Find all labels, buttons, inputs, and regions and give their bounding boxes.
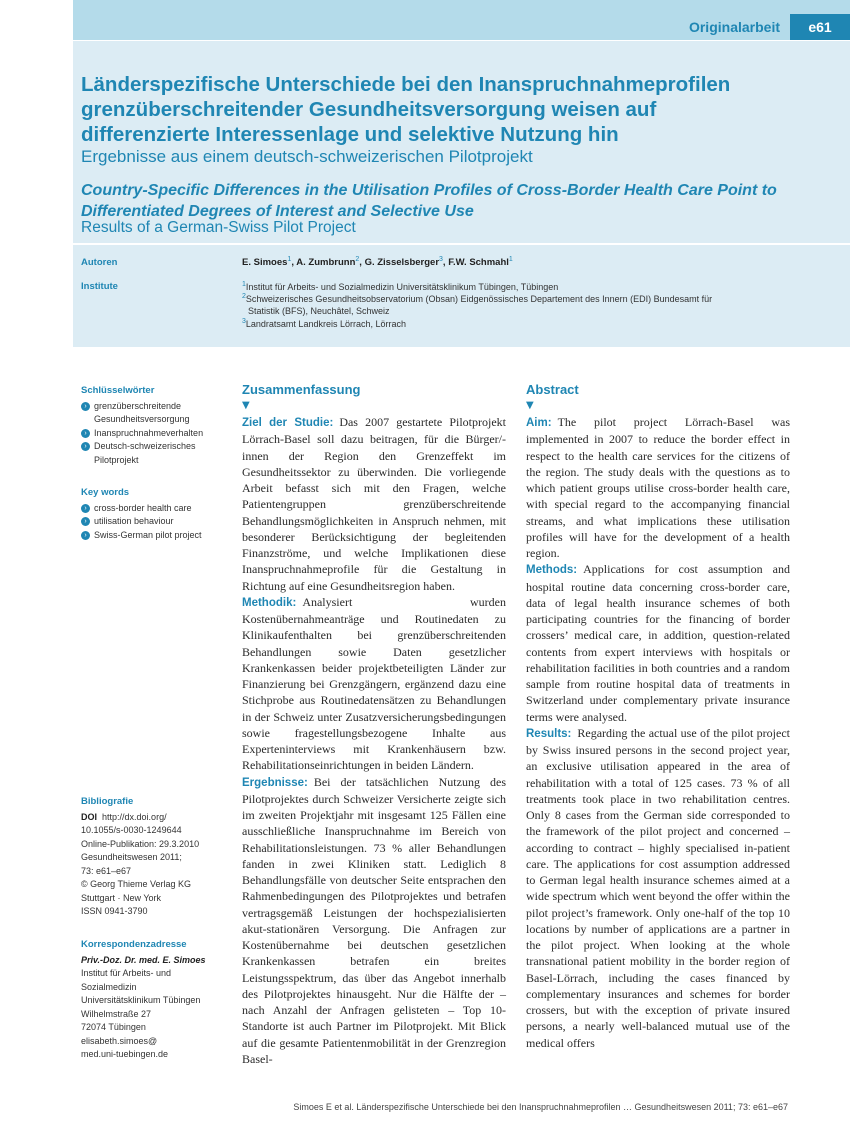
keywords-de-list bbox=[81, 400, 231, 468]
bibliography-line bbox=[81, 811, 231, 825]
correspondence-heading: Korrespondenzadresse bbox=[81, 939, 187, 950]
author-affiliation-mark: 1 bbox=[508, 256, 513, 263]
bibliography-line: Online-Publikation: 29.3.2010 bbox=[81, 838, 200, 849]
abstract-english-body bbox=[526, 414, 790, 1051]
keyword-text: utilisation behaviour bbox=[94, 516, 174, 526]
author-affiliation-mark: 2 bbox=[355, 256, 360, 263]
chevron-right-icon: › bbox=[81, 517, 90, 526]
institute-mark: 2 bbox=[242, 293, 246, 300]
author-separator: , bbox=[442, 257, 449, 269]
abstract-german-body bbox=[242, 414, 506, 1067]
arrow-down-icon: ▼ bbox=[526, 400, 534, 411]
chevron-right-icon: › bbox=[81, 429, 90, 438]
author-separator: , bbox=[359, 257, 365, 269]
author-affiliation-mark: 1 bbox=[287, 256, 292, 263]
bibliography-heading: Bibliografie bbox=[81, 796, 134, 807]
section-label: Ergebnisse: bbox=[242, 776, 308, 789]
author-list bbox=[242, 256, 513, 268]
abstract-paragraph bbox=[242, 414, 506, 594]
bibliography-line: 10.1055/s-0030-1249644 bbox=[81, 825, 182, 835]
subtitle-english: Results of a German-Swiss Pilot Project bbox=[81, 219, 356, 236]
page-footer: Simoes E et al. Länderspezifische Unterschiede bei den Inanspruchnahmeprofilen … Gesundheitswesen 2011; 73: e61–e67 bbox=[293, 1102, 788, 1112]
keywords-de-heading: Schlüsselwörter bbox=[81, 385, 155, 396]
keyword-item bbox=[81, 529, 231, 543]
abstract-german-heading: Zusammenfassung bbox=[242, 382, 361, 397]
page-number: e61 bbox=[790, 14, 850, 40]
chevron-right-icon: › bbox=[81, 402, 90, 411]
keywords-en-list bbox=[81, 502, 231, 543]
institute-mark: 1 bbox=[242, 281, 246, 288]
correspondence-block bbox=[81, 938, 231, 1062]
correspondence-line: Institut für Arbeits- und bbox=[81, 968, 172, 978]
abstract-paragraph bbox=[242, 594, 506, 774]
keyword-item bbox=[81, 440, 231, 467]
institute-line: Statistik (BFS), Neuchâtel, Schweiz bbox=[248, 306, 390, 316]
bibliography-line: 73: e61–e67 bbox=[81, 865, 132, 876]
institute-line: Landratsamt Landkreis Lörrach, Lörrach bbox=[245, 319, 406, 329]
author-name: A. Zumbrunn bbox=[296, 257, 356, 269]
bibliography-line: Stuttgart · New York bbox=[81, 892, 162, 903]
institutes-label: Institute bbox=[81, 281, 118, 292]
chevron-right-icon: › bbox=[81, 442, 90, 451]
abstract-english-heading: Abstract bbox=[526, 382, 579, 397]
keyword-item bbox=[81, 400, 231, 427]
author-affiliation-mark: 3 bbox=[439, 256, 443, 263]
institute-line: Institut für Arbeits- und Sozialmedizin Universitätsklinikum Tübingen, Tübingen bbox=[245, 282, 559, 292]
section-text: Bei der tatsächlichen Nutzung des Pilotprojektes durch Schweizer Versicherte zeigte sich im zweiten Projektjahr mit insgesamt 125 Fällen eine ausschließliche Inanspruchnahme im Bereich von Rehabilitationsleistungen. 73 % aller Behandlungen fanden in zwei Kliniken statt. Lediglich 8 Behandlungsfälle von deutscher Seite entsprachen den Rahmenbedingungen des Pilotprojektes und betrafen vertragsgemäß Leistungen der hochspezialisierten akut-stationären Versorgung. Die Anfragen zur Kostenübernahme bei deutschen gesetzlichen Krankenkassen betrafen ein breites Leistungsspektrum, das über das Angebot innerhalb des Pilotprojektes hinausgeht. Nur die Hälfte der – nach Anzahl der Anfragen gelisteten – Top 10-Standorte ist auch Partner im Pilotprojekt. Mit Blick auf die gesamte Patientenmobilität in der Grenzregion Basel- bbox=[242, 774, 506, 1066]
correspondence-line: Universitätsklinikum Tübingen bbox=[81, 995, 201, 1005]
correspondence-line: Sozialmedizin bbox=[81, 981, 137, 992]
section-text: Applications for cost assumption and hospital routine data concerning cross-border care, data of legal health insurance schemes of both participating countries for the financing of border crossers’ medical care, in addition, question-related contents from expert interviews with hospitals or rehabilitation facilities in both countries and a random sample from routine hospital data of treatments in Switzerland under complementary private insurance terms were analysed. bbox=[526, 562, 790, 724]
doi-link: http://dx.doi.org/ bbox=[102, 811, 167, 822]
keyword-item bbox=[81, 502, 231, 516]
title-german: Länderspezifische Unterschiede bei den Inanspruchnahmeprofilen grenzüberschreitender Gesundheitsversorgung weisen auf differenzierte Interessenlage und selektive Nutzung hin bbox=[81, 73, 731, 146]
keyword-text: Deutsch-schweizerisches bbox=[94, 441, 196, 451]
keyword-item bbox=[81, 515, 231, 529]
arrow-down-icon: ▼ bbox=[242, 400, 250, 411]
bibliography-block bbox=[81, 795, 231, 919]
doi-label: DOI bbox=[81, 811, 98, 822]
section-text: The pilot project Lörrach-Basel was implemented in 2007 to reduce the border effect in respect to the health care services for the citizens of the region. The study deals with the questions as to which patient groups utilise cross-border health care, with special regard to the accompanying financial streams, and what implications these utilisation profiles will have for the development of a health region. bbox=[526, 415, 790, 560]
author-name: F.W. Schmahl bbox=[448, 257, 509, 269]
keyword-text: Inanspruchnahmeverhalten bbox=[94, 427, 204, 438]
abstract-paragraph bbox=[526, 725, 790, 1051]
title-english: Country-Specific Differences in the Utilisation Profiles of Cross-Border Health Care Point to Differentiated Degrees of Interest and Selective Use bbox=[81, 182, 777, 220]
section-label: Methodik: bbox=[242, 596, 297, 609]
header-bar bbox=[73, 0, 850, 40]
section-label: Originalarbeit bbox=[688, 19, 780, 35]
keyword-text: cross-border health care bbox=[94, 502, 192, 513]
section-label: Results: bbox=[526, 727, 572, 740]
author-name: G. Zisselsberger bbox=[364, 257, 440, 269]
chevron-right-icon: › bbox=[81, 531, 90, 540]
keyword-text: Gesundheitsversorgung bbox=[94, 414, 190, 424]
institute-entry bbox=[242, 291, 712, 317]
institute-line: Schweizerisches Gesundheitsobservatorium (Obsan) Eidgenössisches Departement des Innern (EDI) Bundesamt für bbox=[245, 294, 713, 304]
correspondence-line: Wilhelmstraße 27 bbox=[81, 1008, 152, 1019]
keywords-en-block bbox=[81, 486, 231, 542]
chevron-right-icon: › bbox=[81, 504, 90, 513]
section-label: Ziel der Studie: bbox=[242, 417, 334, 429]
correspondence-lines bbox=[81, 967, 231, 1062]
subtitle-german: Ergebnisse aus einem deutsch-schweizerischen Pilotprojekt bbox=[81, 147, 533, 166]
authors-label: Autoren bbox=[81, 257, 118, 268]
keyword-text: Pilotprojekt bbox=[94, 454, 139, 465]
author-separator: , bbox=[291, 257, 297, 269]
bibliography-line: ISSN 0941-3790 bbox=[81, 906, 148, 916]
correspondence-line: 72074 Tübingen bbox=[81, 1022, 146, 1032]
keyword-text: grenzüberschreitende bbox=[94, 400, 182, 411]
keywords-en-heading: Key words bbox=[81, 487, 130, 498]
abstract-paragraph bbox=[242, 774, 506, 1068]
correspondence-name: Priv.-Doz. Dr. med. E. Simoes bbox=[81, 954, 206, 965]
institute-mark: 3 bbox=[242, 318, 246, 325]
correspondence-line: elisabeth.simoes@ bbox=[81, 1035, 158, 1046]
institute-entry bbox=[242, 316, 406, 330]
abstract-paragraph bbox=[526, 561, 790, 725]
keyword-item bbox=[81, 427, 231, 441]
abstract-paragraph bbox=[526, 414, 790, 561]
bibliography-line: © Georg Thieme Verlag KG bbox=[81, 879, 192, 889]
bibliography-line: Gesundheitswesen 2011; bbox=[81, 852, 182, 862]
section-text: Analysiert wurden Kostenübernahmeanträge und Routinedaten zu Klinikaufenthalten bei grenzüberschreitenden Behandlungen sowie Daten gesetzlicher Krankenkassen beider projektbeteiligten Länder zur Finanzierung bei Grenzgängern, ergänzend dazu eine Stichprobe aus Routinedatensätzen zu Behandlungen in der Schweiz unter Zusatzversicherungsbedingungen sowie fragestellungsbezogene Inhalte aus Experteninterviews mit Krankenhäusern bzw. Rehabilitationseinrichtungen in beiden Ländern. bbox=[242, 594, 506, 773]
section-text: Regarding the actual use of the pilot project by Swiss insured persons in the second project year, an exclusive utilisation appeared in the area of rehabilitation with a total of 125 cases. 73 % of all treatments took place in two rehabilitation centres. Only 8 cases from the German side corresponded to the framework of the pilot project and concerned – according to contract – highly specialised in-patient care. The applications for cost assumption addressed to German legal health insurance schemes aimed at a wide spectrum which went beyond the offer within the pilot project’s framework. Only one-half of the top 10 locations by number of applications are a partner in the pilot project. When looking at the whole transnational patient mobility in the border region of Basel-Lörrach, including the cases financed by complementary insurances and schemes for border crossers, but with the exception of private insured persons, a nearly well-balanced mutual use of the medical offers bbox=[526, 725, 790, 1050]
correspondence-line: med.uni-tuebingen.de bbox=[81, 1049, 169, 1059]
keyword-text: Swiss-German pilot project bbox=[94, 529, 202, 540]
author-name: E. Simoes bbox=[242, 257, 288, 269]
bibliography-lines bbox=[81, 811, 231, 919]
abstract-english bbox=[526, 381, 790, 1051]
abstract-german bbox=[242, 381, 506, 1067]
keywords-de-block bbox=[81, 384, 231, 467]
section-label: Aim: bbox=[526, 417, 552, 429]
section-text: Das 2007 gestartete Pilotprojekt Lörrach-Basel soll dazu beitragen, für die Bürger/-innen der Region den Grenzeffekt im Gesundheitssektor zu überwinden. Die vorliegende Arbeit befasst sich mit den Fragen, welche Patientengruppen grenzüberschreitende Behandlungsmöglichkeiten in Anspruch nehmen, mit besonderer Berücksichtigung der begleitenden Finanzströme, und welche Implikationen diese Inanspruchnahmeprofile für die Gestaltung in Richtung auf eine Gesundheitsregion haben. bbox=[242, 415, 506, 593]
section-label: Methods: bbox=[526, 564, 578, 577]
